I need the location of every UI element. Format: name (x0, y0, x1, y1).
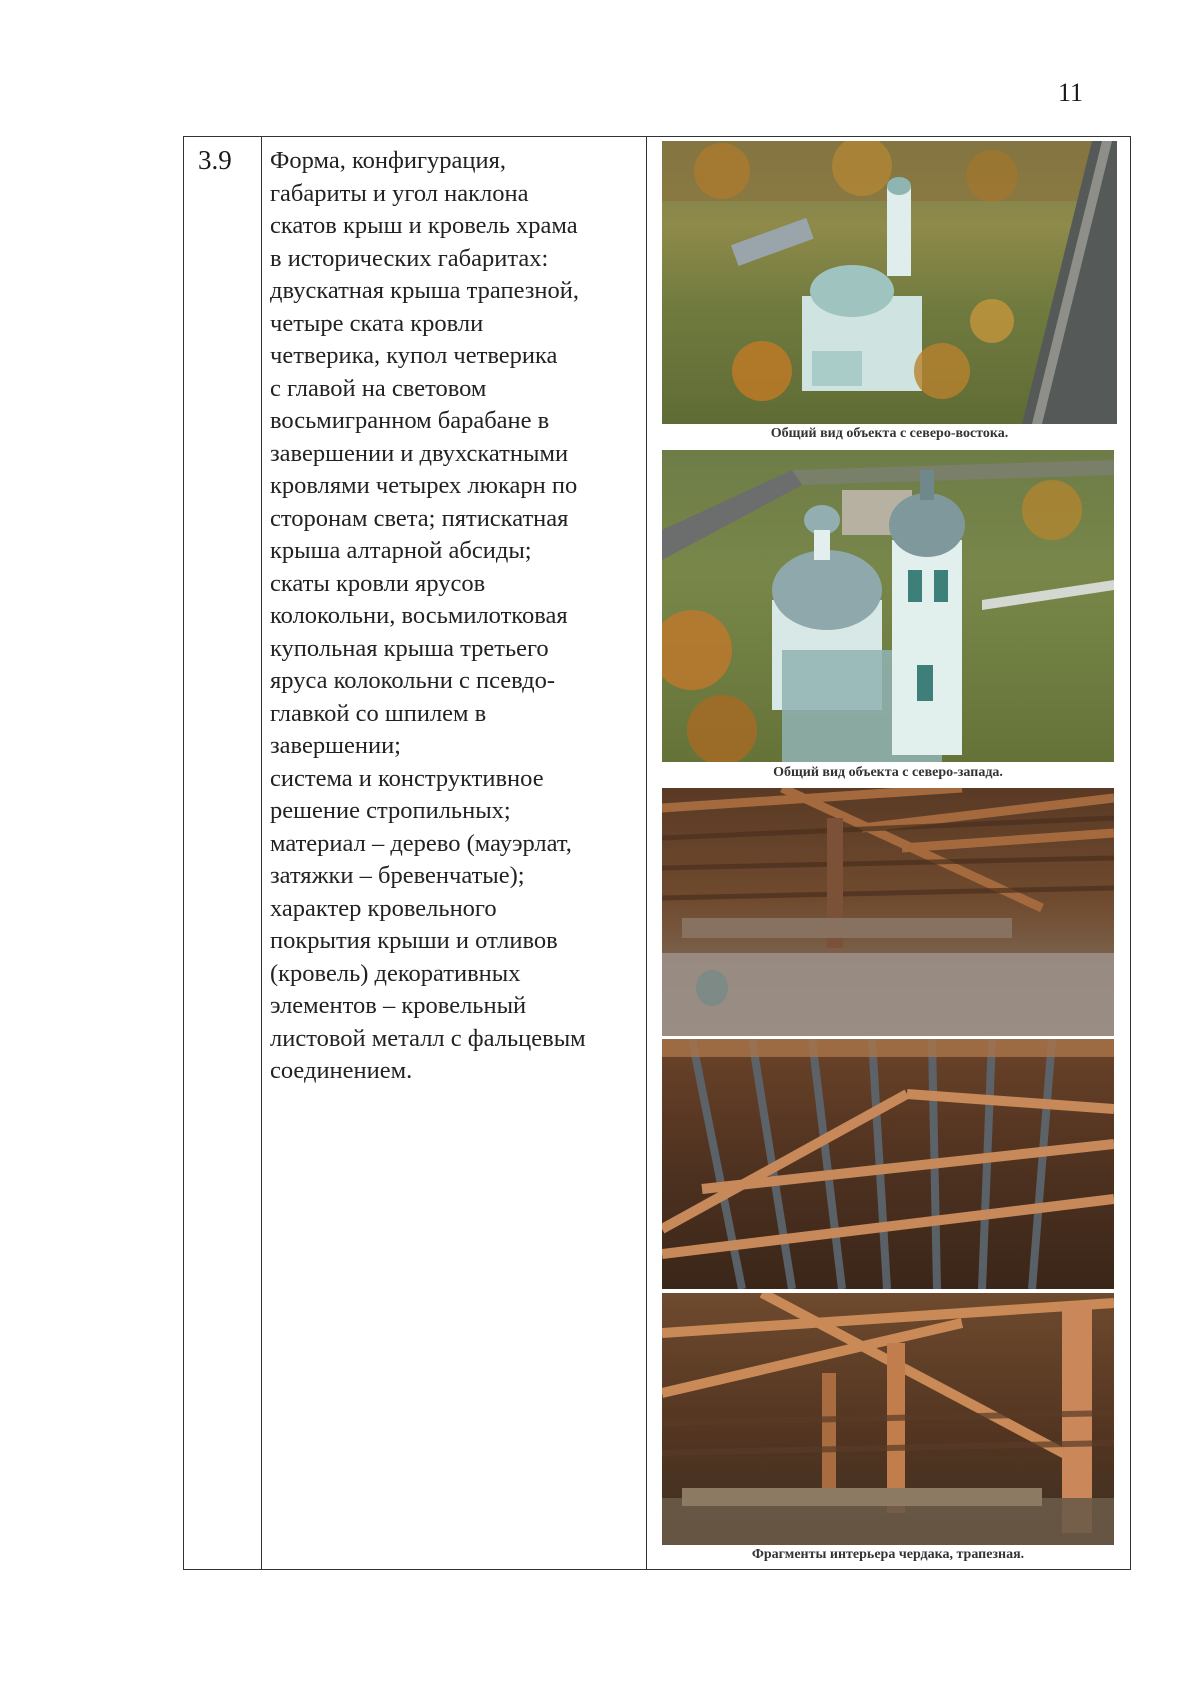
attic-photo-1 (662, 788, 1114, 1036)
section-number: 3.9 (198, 145, 232, 175)
text-line: двускатная крыша трапезной, (270, 277, 580, 304)
text-line: характер кровельного (270, 894, 497, 922)
aerial-photo-northeast (662, 141, 1117, 424)
photo-caption: Общий вид объекта с северо-запада. (773, 765, 1003, 780)
text-line: восьмигранном барабане в (270, 407, 550, 434)
page-number: 11 (1058, 78, 1084, 107)
text-line: листовой металл с фальцевым (270, 1024, 586, 1052)
text-line: купольная крыша третьего (270, 634, 549, 662)
text-line: габариты и угол наклона (270, 179, 529, 207)
document-table (183, 136, 1131, 1570)
text-line: материал – дерево (мауэрлат, (270, 829, 572, 857)
text-line: скатов крыш и кровель храма (270, 212, 578, 239)
text-line: в исторических габаритах: (270, 244, 549, 272)
text-line: сторонам света; пятискатная (270, 504, 569, 532)
text-line: завершении; (270, 732, 401, 759)
photo-caption: Общий вид объекта с северо-востока. (770, 426, 1009, 441)
text-line: Форма, конфигурация, (270, 147, 506, 174)
column-divider (261, 137, 262, 1569)
text-line: (кровель) декоративных (270, 959, 521, 987)
text-line: решение стропильных; (270, 797, 511, 824)
text-line: затяжки – бревенчатые); (270, 862, 525, 889)
text-line: кровлями четырех люкарн по (270, 472, 578, 499)
text-line: соединением. (270, 1057, 413, 1084)
text-line: с главой на световом (270, 374, 487, 402)
text-line: скаты кровли ярусов (270, 569, 486, 597)
column-divider (646, 137, 647, 1569)
text-line: система и конструктивное (270, 764, 544, 792)
text-line: четверика, купол четверика (270, 342, 558, 369)
photo-caption: Фрагменты интерьера чердака, трапезная. (751, 1547, 1025, 1562)
attic-photo-2 (662, 1039, 1114, 1289)
text-line: колокольни, восьмилотковая (270, 602, 568, 629)
text-line: четыре ската кровли (270, 309, 484, 337)
aerial-photo-northwest (662, 450, 1114, 762)
text-line: завершении и двухскатными (270, 439, 569, 467)
section-description (270, 145, 640, 1088)
text-line: покрытия крыши и отливов (270, 927, 558, 954)
text-line: элементов – кровельный (270, 992, 527, 1019)
text-line: крыша алтарной абсиды; (270, 537, 532, 564)
attic-photo-3 (662, 1293, 1114, 1545)
text-line: яруса колокольни с псевдо- (270, 667, 556, 694)
text-line: главкой со шпилем в (270, 699, 487, 727)
